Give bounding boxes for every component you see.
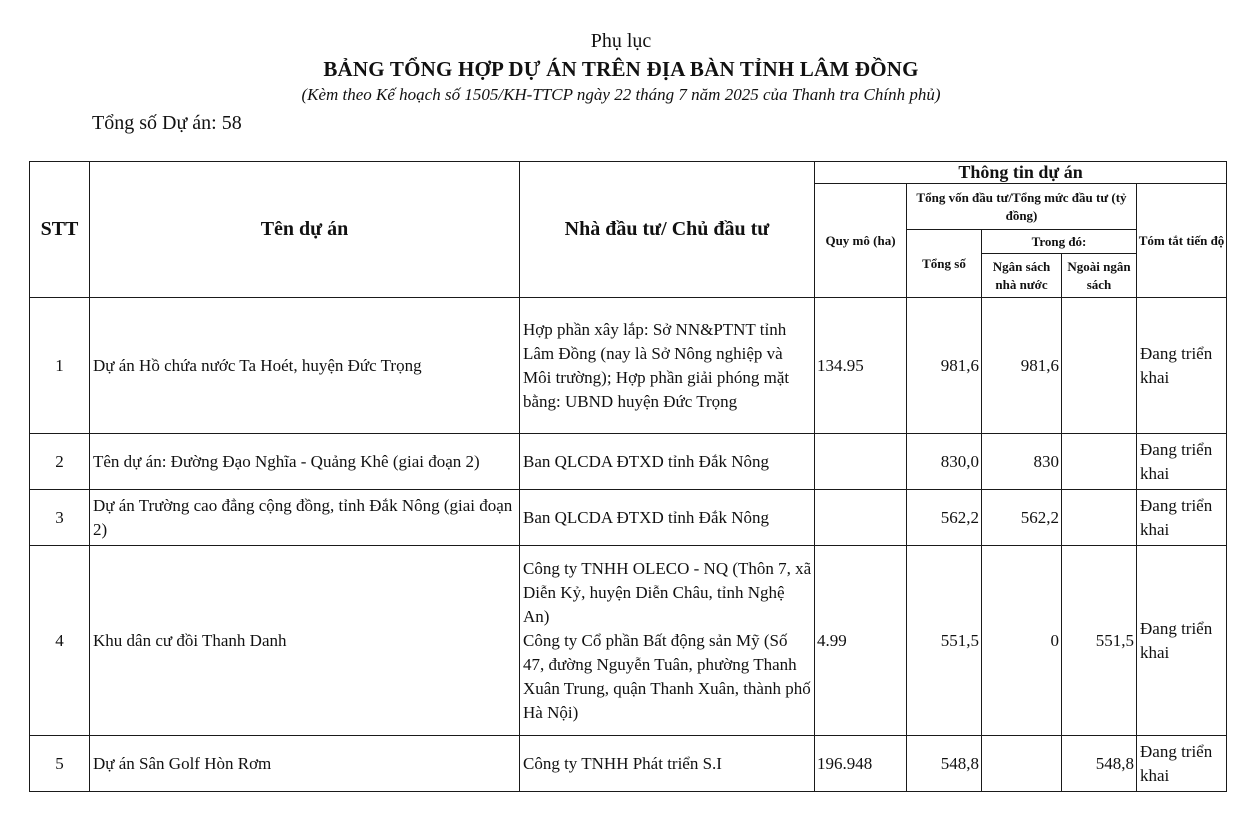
header-scale: Quy mô (ha) <box>815 184 907 298</box>
investor-line: Công ty Cổ phần Bất động sản Mỹ (Số 47, đường Nguyễn Tuân, phường Thanh Xuân Trung, quận Thanh Xuân, thành phố Hà Nội) <box>523 630 811 722</box>
cell-stt: 4 <box>30 546 90 736</box>
cell-investor: Ban QLCDA ĐTXD tỉnh Đắk Nông <box>520 490 815 546</box>
header-non-budget: Ngoài ngân sách <box>1062 254 1137 298</box>
appendix-label: Phụ lục <box>590 30 652 52</box>
cell-project-name: Dự án Hồ chứa nước Ta Hoét, huyện Đức Trọng <box>90 298 520 434</box>
cell-state-budget <box>982 736 1062 792</box>
cell-state-budget: 0 <box>982 546 1062 736</box>
cell-scale <box>815 490 907 546</box>
document-title: BẢNG TỔNG HỢP DỰ ÁN TRÊN ĐỊA BÀN TỈNH LÂM ĐỒNG <box>323 57 919 81</box>
cell-non-budget <box>1062 298 1137 434</box>
cell-total: 562,2 <box>907 490 982 546</box>
cell-stt: 2 <box>30 434 90 490</box>
cell-total: 830,0 <box>907 434 982 490</box>
header-total: Tổng số <box>907 230 982 298</box>
cell-investor: Công ty TNHH Phát triển S.I <box>520 736 815 792</box>
cell-non-budget <box>1062 434 1137 490</box>
table-row <box>30 490 1227 546</box>
cell-total: 548,8 <box>907 736 982 792</box>
header-investor: Nhà đầu tư/ Chủ đầu tư <box>520 162 815 298</box>
cell-state-budget: 981,6 <box>982 298 1062 434</box>
cell-stt: 5 <box>30 736 90 792</box>
cell-scale: 134.95 <box>815 298 907 434</box>
cell-project-name: Tên dự án: Đường Đạo Nghĩa - Quảng Khê (giai đoạn 2) <box>90 434 520 490</box>
header-project-info: Thông tin dự án <box>815 162 1227 184</box>
cell-project-name: Dự án Sân Golf Hòn Rơm <box>90 736 520 792</box>
cell-investor: Hợp phần xây lắp: Sở NN&PTNT tỉnh Lâm Đồng (nay là Sở Nông nghiệp và Môi trường); Hợp phần giải phóng mặt bằng: UBND huyện Đức Trọng <box>520 298 815 434</box>
cell-state-budget: 562,2 <box>982 490 1062 546</box>
cell-scale <box>815 434 907 490</box>
projects-table <box>29 161 1227 792</box>
cell-non-budget: 548,8 <box>1062 736 1137 792</box>
header-of-which: Trong đó: <box>982 230 1137 254</box>
header-project-name: Tên dự án <box>90 162 520 298</box>
cell-investor <box>520 546 815 736</box>
cell-progress: Đang triển khai <box>1137 298 1227 434</box>
cell-project-name: Dự án Trường cao đẳng cộng đồng, tỉnh Đắk Nông (giai đoạn 2) <box>90 490 520 546</box>
cell-total: 981,6 <box>907 298 982 434</box>
cell-progress: Đang triển khai <box>1137 490 1227 546</box>
total-projects: Tổng số Dự án: 58 <box>92 112 242 134</box>
cell-non-budget: 551,5 <box>1062 546 1137 736</box>
cell-non-budget <box>1062 490 1137 546</box>
cell-progress: Đang triển khai <box>1137 736 1227 792</box>
cell-state-budget: 830 <box>982 434 1062 490</box>
cell-investor: Ban QLCDA ĐTXD tỉnh Đắk Nông <box>520 434 815 490</box>
document-subtitle: (Kèm theo Kế hoạch số 1505/KH-TTCP ngày 22 tháng 7 năm 2025 của Thanh tra Chính phủ) <box>301 85 941 104</box>
cell-scale: 196.948 <box>815 736 907 792</box>
table-row <box>30 546 1227 736</box>
header-state-budget: Ngân sách nhà nước <box>982 254 1062 298</box>
cell-project-name: Khu dân cư đồi Thanh Danh <box>90 546 520 736</box>
cell-stt: 3 <box>30 490 90 546</box>
cell-scale: 4.99 <box>815 546 907 736</box>
header-capital: Tổng vốn đầu tư/Tổng mức đầu tư (tỷ đồng) <box>907 184 1137 230</box>
table-row <box>30 298 1227 434</box>
header-stt: STT <box>30 162 90 298</box>
cell-total: 551,5 <box>907 546 982 736</box>
header-progress: Tóm tắt tiến độ <box>1137 184 1227 298</box>
investor-line: Công ty TNHH OLECO - NQ (Thôn 7, xã Diễn Kỷ, huyện Diễn Châu, tỉnh Nghệ An) <box>523 558 812 626</box>
cell-stt: 1 <box>30 298 90 434</box>
cell-progress: Đang triển khai <box>1137 546 1227 736</box>
table-row <box>30 434 1227 490</box>
cell-progress: Đang triển khai <box>1137 434 1227 490</box>
table-row <box>30 736 1227 792</box>
